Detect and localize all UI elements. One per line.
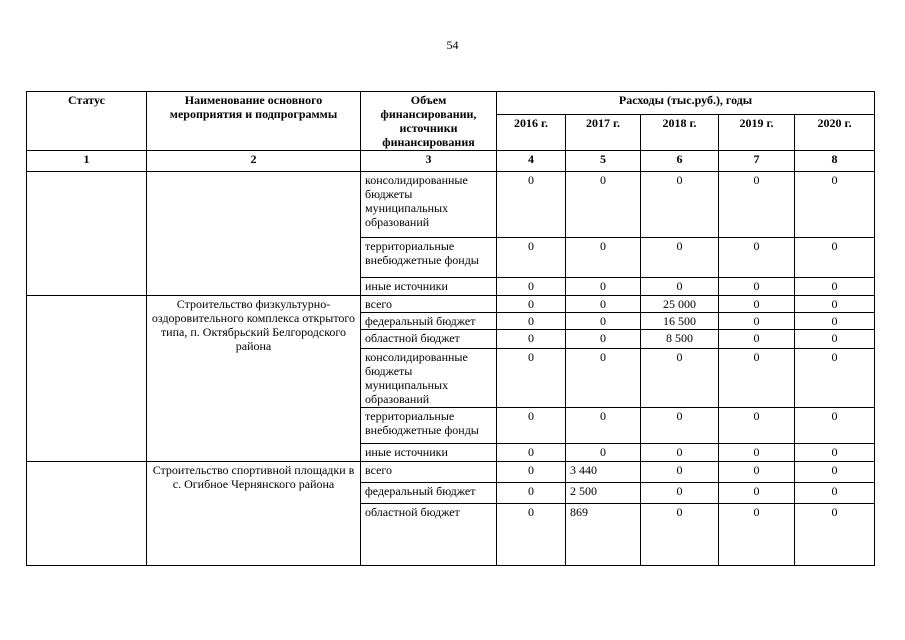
funding-source-cell: всего [361, 296, 497, 313]
column-number: 7 [719, 151, 795, 172]
amount-cell: 0 [497, 462, 566, 483]
amount-cell: 0 [795, 504, 875, 566]
funding-source-cell: федеральный бюджет [361, 483, 497, 504]
status-cell [27, 462, 147, 566]
amount-cell: 0 [719, 504, 795, 566]
amount-cell: 0 [641, 278, 719, 296]
amount-cell: 0 [795, 330, 875, 349]
amount-cell: 0 [719, 278, 795, 296]
amount-cell: 0 [641, 444, 719, 462]
table-row [27, 296, 875, 313]
header-year-2020: 2020 г. [795, 115, 875, 151]
budget-table [26, 91, 875, 566]
activity-name-cell [147, 172, 361, 296]
column-number: 4 [497, 151, 566, 172]
amount-cell: 0 [719, 238, 795, 278]
column-number-row [27, 151, 875, 172]
amount-cell: 0 [497, 313, 566, 330]
amount-cell: 0 [566, 278, 641, 296]
amount-cell: 0 [497, 504, 566, 566]
column-number: 1 [27, 151, 147, 172]
amount-cell: 0 [795, 444, 875, 462]
amount-cell: 0 [795, 462, 875, 483]
funding-source-cell: всего [361, 462, 497, 483]
amount-cell: 0 [641, 172, 719, 238]
header-year-2017: 2017 г. [566, 115, 641, 151]
amount-cell: 0 [566, 408, 641, 444]
amount-cell: 2 500 [566, 483, 641, 504]
header-name: Наименование основного мероприятия и подпрограммы [147, 92, 361, 151]
amount-cell: 0 [719, 483, 795, 504]
header-year-2018: 2018 г. [641, 115, 719, 151]
amount-cell: 16 500 [641, 313, 719, 330]
amount-cell: 0 [641, 462, 719, 483]
amount-cell: 0 [497, 278, 566, 296]
funding-source-cell: иные источники [361, 278, 497, 296]
amount-cell: 0 [641, 408, 719, 444]
funding-source-cell: иные источники [361, 444, 497, 462]
amount-cell: 0 [566, 330, 641, 349]
amount-cell: 0 [497, 296, 566, 313]
header-financing: Объем финансировании, источники финансирования [361, 92, 497, 151]
funding-source-cell: территориальные внебюджетные фонды [361, 238, 497, 278]
amount-cell: 0 [566, 313, 641, 330]
amount-cell: 0 [719, 462, 795, 483]
amount-cell: 0 [497, 330, 566, 349]
amount-cell: 0 [497, 483, 566, 504]
amount-cell: 0 [641, 483, 719, 504]
header-expenses: Расходы (тыс.руб.), годы [497, 92, 875, 115]
amount-cell: 0 [566, 296, 641, 313]
table-body [27, 151, 875, 566]
column-number: 8 [795, 151, 875, 172]
amount-cell: 869 [566, 504, 641, 566]
amount-cell: 0 [566, 444, 641, 462]
amount-cell: 0 [566, 349, 641, 408]
funding-source-cell: областной бюджет [361, 330, 497, 349]
column-number: 2 [147, 151, 361, 172]
amount-cell: 0 [719, 313, 795, 330]
funding-source-cell: областной бюджет [361, 504, 497, 566]
amount-cell: 0 [795, 483, 875, 504]
status-cell [27, 296, 147, 462]
amount-cell: 0 [719, 408, 795, 444]
column-number: 5 [566, 151, 641, 172]
activity-name-cell: Строительство физкультурно-оздоровительного комплекса открытого типа, п. Октябрьский Белгородского района [147, 296, 361, 462]
header-year-2019: 2019 г. [719, 115, 795, 151]
header-year-2016: 2016 г. [497, 115, 566, 151]
amount-cell: 0 [795, 408, 875, 444]
table-row [27, 172, 875, 238]
amount-cell: 0 [719, 349, 795, 408]
amount-cell: 0 [641, 238, 719, 278]
amount-cell: 0 [795, 238, 875, 278]
amount-cell: 0 [719, 444, 795, 462]
amount-cell: 0 [795, 349, 875, 408]
amount-cell: 0 [566, 172, 641, 238]
column-number: 3 [361, 151, 497, 172]
page-number: 54 [446, 38, 459, 52]
amount-cell: 0 [719, 330, 795, 349]
amount-cell: 0 [795, 278, 875, 296]
amount-cell: 0 [719, 172, 795, 238]
funding-source-cell: консолидированные бюджеты муниципальных образований [361, 349, 497, 408]
funding-source-cell: консолидированные бюджеты муниципальных образований [361, 172, 497, 238]
amount-cell: 0 [497, 238, 566, 278]
amount-cell: 0 [497, 172, 566, 238]
amount-cell: 25 000 [641, 296, 719, 313]
funding-source-cell: территориальные внебюджетные фонды [361, 408, 497, 444]
amount-cell: 0 [719, 296, 795, 313]
amount-cell: 0 [795, 296, 875, 313]
column-number: 6 [641, 151, 719, 172]
amount-cell: 0 [795, 313, 875, 330]
amount-cell: 0 [566, 238, 641, 278]
amount-cell: 0 [641, 504, 719, 566]
amount-cell: 0 [641, 349, 719, 408]
amount-cell: 0 [795, 172, 875, 238]
header-status: Статус [27, 92, 147, 151]
status-cell [27, 172, 147, 296]
amount-cell: 0 [497, 444, 566, 462]
amount-cell: 0 [497, 349, 566, 408]
amount-cell: 0 [497, 408, 566, 444]
table-row [27, 462, 875, 483]
activity-name-cell: Строительство спортивной площадки в с. Огибное Чернянского района [147, 462, 361, 566]
amount-cell: 8 500 [641, 330, 719, 349]
funding-source-cell: федеральный бюджет [361, 313, 497, 330]
amount-cell: 3 440 [566, 462, 641, 483]
